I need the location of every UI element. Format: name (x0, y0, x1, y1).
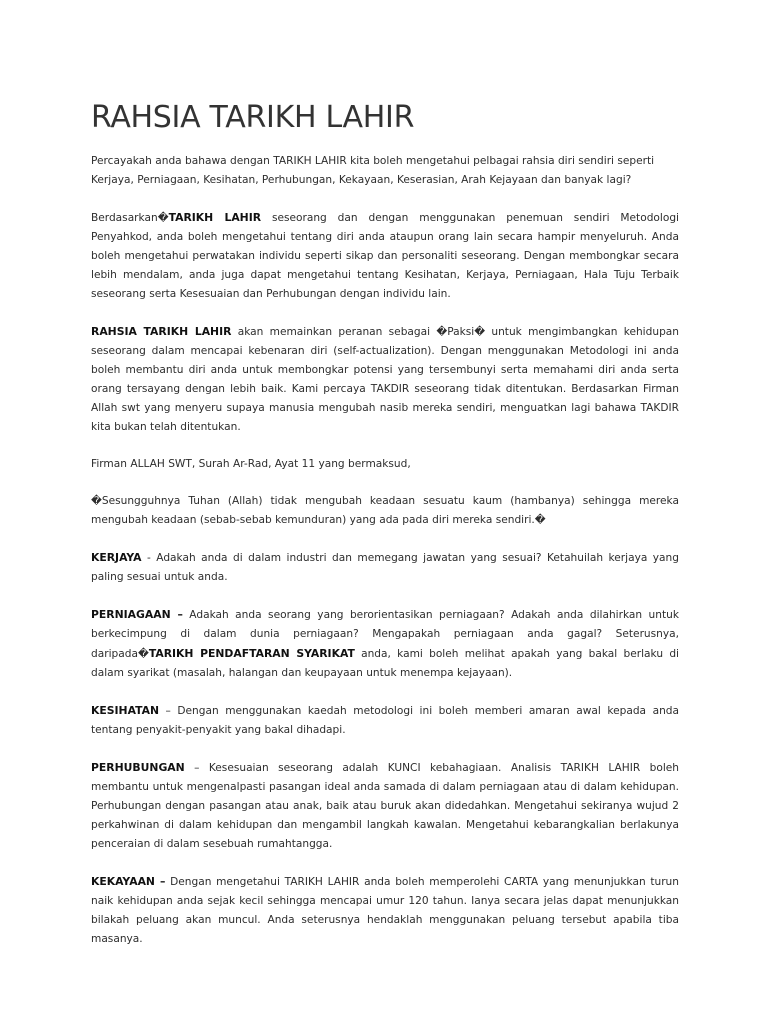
firman-paragraph: Firman ALLAH SWT, Surah Ar-Rad, Ayat 11 yang bermaksud, (91, 458, 411, 470)
intro-paragraph: Percayakah anda bahawa dengan TARIKH LAHIR kita boleh mengetahui pelbagai rahsia diri sendiri seperti Kerjaya, Perniagaan, Kesihatan, Perhubungan, Kekayaan, Keserasian, Arah Kejayaan dan banyak lagi? (91, 155, 655, 186)
perniagaan-paragraph (91, 605, 679, 683)
paragraph-lead: KESIHATAN (91, 704, 160, 717)
paragraph-lead: PERHUBUNGAN (91, 761, 185, 774)
document-body (91, 152, 679, 967)
tarikh-lahir-paragraph (91, 208, 679, 304)
paragraph-prefix: Berdasarkan� (91, 212, 169, 224)
kesihatan-paragraph (91, 701, 679, 740)
perhubungan-paragraph (91, 758, 679, 854)
paragraph-text: Dengan mengetahui TARIKH LAHIR anda boleh memperolehi CARTA yang menunjukkan turun naik kehidupan anda sejak kecil sehingga mencapai umur 120 tahun. Ianya secara jelas dapat menunjukkan bilakah peluang akan muncul. Anda seterusnya hendaklah menggunakan peluang tersebut apabila tiba masanya. (91, 876, 679, 945)
paragraph-text: Adakah anda seorang yang berorientasikan perniagaan? Adakah anda dilahirkan untuk berkecimpung di dalam dunia perniagaan? Mengapakah perniagaan anda gagal? Seterusnya, daripada� (91, 609, 679, 660)
kekayaan-paragraph (91, 872, 679, 949)
paragraph-text-secondary: anda, kami boleh melihat apakah yang bakal berlaku di dalam syarikat (masalah, halangan dan keupayaan untuk menempa kejayaan). (91, 648, 679, 679)
paragraph-text: – Kesesuaian seseorang adalah KUNCI kebahagiaan. Analisis TARIKH LAHIR boleh membantu untuk mengenalpasti pasangan ideal anda samada di dalam perniagaan atau di dalam kehidupan. Perhubungan dengan pasangan atau anak, baik atau buruk akan didedahkan. Mengetahui sekiranya wujud 2 perkahwinan di dalam kehidupan dan mengambil langkah kawalan. Mengetahui kebarangkalian berlakunya penceraian di dalam sesebuah rumahtangga. (91, 762, 679, 850)
paragraph-text: - Adakah anda di dalam industri dan memegang jawatan yang sesuai? Ketahuilah kerjaya yang paling sesuai untuk anda. (91, 552, 679, 583)
paragraph-lead: RAHSIA TARIKH LAHIR (91, 325, 232, 338)
kerjaya-paragraph (91, 548, 679, 587)
quote-paragraph: �Sesungguhnya Tuhan (Allah) tidak mengubah keadaan sesuatu kaum (hambanya) sehingga mereka mengubah keadaan (sebab-sebab kemunduran) yang ada pada diri mereka sendiri.� (91, 495, 679, 526)
paragraph-text: akan memainkan peranan sebagai �Paksi� untuk mengimbangkan kehidupan seseorang dalam mencapai kebenaran diri (self-actualization). Dengan menggunakan Metodologi ini anda boleh membantu diri anda untuk membongkar potensi yang tersembunyi serta memahami diri anda serta orang tersayang dengan lebih baik. Kami percaya TAKDIR seseorang tidak ditentukan. Berdasarkan Firman Allah swt yang menyeru supaya manusia mengubah nasib mereka sendiri, menguatkan lagi bahawa TAKDIR kita bukan telah ditentukan. (91, 326, 679, 433)
document-title: RAHSIA TARIKH LAHIR (91, 100, 415, 135)
paragraph-lead: PERNIAGAAN – (91, 608, 183, 621)
paragraph-lead-secondary: TARIKH PENDAFTARAN SYARIKAT (148, 647, 355, 660)
paragraph-text: seseorang dan dengan menggunakan penemuan sendiri Metodologi Penyahkod, anda boleh mengetahui tentang diri anda ataupun orang lain secara hampir menyeluruh. Anda boleh mengetahui perwatakan individu seperti sikap dan personaliti seseorang. Dengan membongkar secara lebih mendalam, anda juga dapat mengetahui tentang Kesihatan, Kerjaya, Perniagaan, Hala Tuju Terbaik seseorang serta Kesesuaian dan Perhubungan dengan individu lain. (91, 212, 679, 300)
paragraph-lead: TARIKH LAHIR (168, 211, 262, 224)
paragraph-text: – Dengan menggunakan kaedah metodologi ini boleh memberi amaran awal kepada anda tentang penyakit-penyakit yang bakal dihadapi. (91, 705, 679, 736)
rahsia-paragraph (91, 322, 679, 437)
paragraph-lead: KERJAYA (91, 551, 142, 564)
paragraph-lead: KEKAYAAN – (91, 875, 166, 888)
